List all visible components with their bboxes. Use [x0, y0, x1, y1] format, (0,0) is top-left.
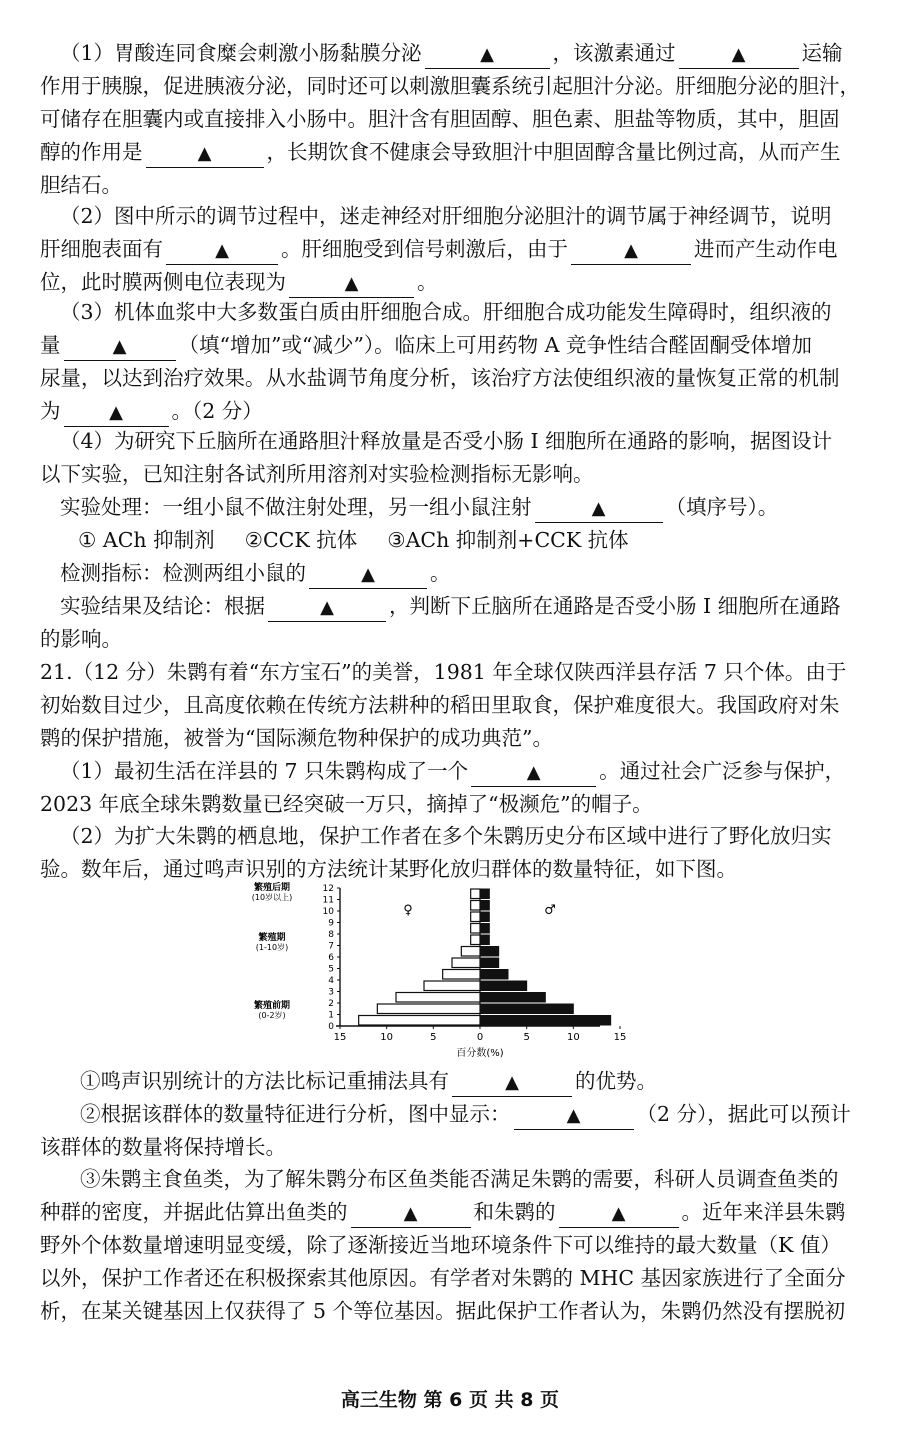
bar-female — [471, 924, 480, 934]
text: ，长期饮食不健康会导致胆汁中胆固醇含量比例过高，从而产生 — [266, 140, 841, 164]
bar-male — [480, 1004, 573, 1014]
text: 。 — [430, 561, 451, 585]
q21-p2-line1: （2）为扩大朱鹮的栖息地，保护工作者在多个朱鹮历史分布区域中进行了野化放归实 — [60, 824, 832, 848]
y-tick-label: 5 — [328, 964, 334, 975]
q20-p2-line1: （2）图中所示的调节过程中，迷走神经对肝细胞分泌胆汁的调节属于神经调节，说明 — [60, 204, 832, 228]
answer-blank[interactable]: ▲ — [146, 139, 264, 168]
text: 为 — [40, 399, 61, 423]
q20-p4-line5 — [60, 557, 870, 590]
bar-female — [396, 993, 480, 1003]
text: 。通过社会广泛参与保护， — [599, 759, 846, 783]
bar-female — [471, 901, 480, 911]
stage-label: 繁殖后期 — [253, 883, 291, 893]
bar-female — [452, 958, 480, 968]
bar-female — [471, 889, 480, 899]
answer-blank[interactable]: ▲ — [351, 1199, 471, 1228]
q20-p4-line7: 的影响。 — [40, 627, 122, 651]
text: ①鸣声识别统计的方法比标记重捕法具有 — [80, 1069, 449, 1093]
stage-label: 繁殖前期 — [253, 1001, 291, 1011]
y-tick-label: 8 — [328, 930, 334, 940]
y-tick-label: 7 — [328, 941, 334, 952]
y-tick-label: 2 — [328, 999, 334, 1009]
q21-s3-line1: ③朱鹮主食鱼类，为了解朱鹮分布区鱼类能否满足朱鹮的需要，科研人员调查鱼类的 — [80, 1167, 839, 1191]
q20-p3-line4 — [40, 395, 870, 428]
bar-male — [480, 935, 489, 945]
q20-p4-line1: （4）为研究下丘脑所在通路胆汁释放量是否受小肠 I 细胞所在通路的影响，据图设计 — [60, 429, 833, 453]
stage-range: (0-2岁) — [258, 1011, 286, 1020]
stage-range: (10岁以上) — [251, 893, 293, 902]
answer-blank[interactable]: ▲ — [679, 40, 799, 69]
text: 的优势。 — [575, 1069, 657, 1093]
q20-p4-line2: 以下实验，已知注射各试剂所用溶剂对实验检测指标无影响。 — [40, 462, 594, 486]
text: 进而产生动作电 — [694, 237, 838, 261]
q20-p4-line6 — [60, 590, 870, 623]
q20-p1-line4 — [40, 136, 870, 169]
text: 醇的作用是 — [40, 140, 143, 164]
q21-p2-line2: 验。数年后，通过鸣声识别的方法统计某野化放归群体的数量特征，如下图。 — [40, 857, 737, 881]
bar-male — [480, 958, 499, 968]
stage-label: 繁殖期 — [258, 933, 286, 943]
q20-p2-line3 — [40, 266, 870, 299]
bar-male — [480, 947, 499, 957]
page-footer: 高三生物 第 6 页 共 8 页 — [340, 1389, 560, 1411]
bar-female — [359, 1016, 480, 1026]
text: ②根据该群体的数量特征进行分析，图中显示： — [80, 1102, 511, 1126]
answer-blank[interactable]: ▲ — [535, 494, 663, 523]
option-2: ②CCK 抗体 — [244, 528, 358, 552]
answer-blank[interactable]: ▲ — [64, 398, 169, 427]
text: 实验结果及结论：根据 — [60, 594, 265, 618]
bar-male — [480, 889, 489, 899]
x-tick-label: 10 — [380, 1032, 394, 1043]
q21-line1: 21.（12 分）朱鹮有着“东方宝石”的美誉，1981 年全球仅陕西洋县存活 7 只个体。由于 — [40, 660, 847, 684]
bar-female — [377, 1004, 480, 1014]
y-tick-label: 10 — [322, 907, 334, 917]
q20-p1-line2: 作用于胰腺，促进胰液分泌，同时还可以刺激胆囊系统引起胆汁分泌。肝细胞分泌的胆汁， — [40, 74, 860, 98]
q20-p3-line1: （3）机体血浆中大多数蛋白质由肝细胞合成。肝细胞合成功能发生障碍时，组织液的 — [60, 300, 832, 324]
text: 。（2 分） — [171, 399, 263, 423]
q21-line2: 初始数目过少，且高度依赖在传统方法耕种的稻田里取食，保护难度很大。我国政府对朱 — [40, 693, 840, 717]
bar-male — [480, 993, 545, 1003]
bar-male — [480, 924, 489, 934]
q20-p3-line2 — [40, 329, 870, 362]
q21-s3-line5: 析，在某关键基因上仅获得了 5 个等位基因。据此保护工作者认为，朱鹮仍然没有摆脱初 — [40, 1299, 846, 1323]
x-tick-label: 5 — [523, 1032, 530, 1043]
text: 。近年来洋县朱鹮 — [681, 1200, 846, 1224]
q20-p1-line3: 可储存在胆囊内或直接排入小肠中。胆汁含有胆固醇、胆色素、胆盐等物质，其中，胆固 — [40, 107, 840, 131]
answer-blank[interactable]: ▲ — [166, 236, 278, 265]
text: （1）胃酸连同食糜会刺激小肠黏膜分泌 — [60, 41, 422, 65]
answer-blank[interactable]: ▲ — [559, 1199, 679, 1228]
y-tick-label: 4 — [328, 976, 334, 986]
population-pyramid-chart — [230, 880, 627, 1060]
q21-p1-line2: 2023 年底全球朱鹮数量已经突破一万只，摘掉了“极濒危”的帽子。 — [40, 792, 653, 816]
stage-range: (1-10岁) — [255, 943, 289, 952]
q20-p3-line3: 尿量，以达到治疗效果。从水盐调节角度分析，该治疗方法使组织液的量恢复正常的机制 — [40, 366, 840, 390]
text: （2 分），据此可以预计 — [636, 1102, 851, 1126]
answer-blank[interactable]: ▲ — [268, 593, 386, 622]
y-tick-label: 12 — [322, 884, 334, 894]
x-tick-label: 0 — [476, 1032, 484, 1043]
answer-blank[interactable]: ▲ — [571, 236, 691, 265]
bar-female — [471, 912, 480, 922]
text: 和朱鹮的 — [473, 1200, 556, 1224]
q20-p1-line5: 胆结石。 — [40, 173, 122, 197]
option-1: ① ACh 抑制剂 — [78, 528, 215, 552]
bar-female — [471, 935, 480, 945]
x-axis-label: 百分数(%) — [456, 1048, 504, 1059]
text: 。肝细胞受到信号刺激后，由于 — [281, 237, 568, 261]
y-tick-label: 0 — [328, 1022, 334, 1032]
bar-male — [480, 981, 527, 991]
q21-line3: 鹮的保护措施，被誉为“国际濒危物种保护的成功典范”。 — [40, 726, 553, 750]
option-3: ③ACh 抑制剂+CCK 抗体 — [387, 528, 629, 552]
bar-male — [480, 1016, 611, 1026]
bar-male — [480, 970, 508, 980]
male-legend: ♂ — [544, 903, 556, 918]
answer-blank[interactable]: ▲ — [425, 40, 550, 69]
text: 实验处理：一组小鼠不做注射处理，另一组小鼠注射 — [60, 495, 532, 519]
text: 肝细胞表面有 — [40, 237, 163, 261]
bar-female — [424, 981, 480, 991]
text: 运输 — [801, 41, 843, 65]
q20-p2-line2 — [40, 233, 870, 266]
female-legend: ♀ — [403, 903, 413, 918]
y-tick-label: 11 — [322, 895, 334, 906]
q21-s1 — [80, 1065, 870, 1098]
answer-blank[interactable]: ▲ — [309, 560, 427, 589]
q21-s3-line2 — [40, 1196, 870, 1229]
answer-blank[interactable]: ▲ — [514, 1101, 634, 1130]
bar-male — [480, 912, 489, 922]
q20-p4-options — [78, 524, 908, 557]
q21-s2 — [80, 1098, 870, 1131]
text: 种群的密度，并据此估算出鱼类的 — [40, 1200, 348, 1224]
text: （填“增加”或“减少”）。临床上可用药物 A 竞争性结合醛固酮受体增加 — [178, 333, 813, 357]
answer-blank[interactable]: ▲ — [471, 758, 596, 787]
answer-blank[interactable]: ▲ — [64, 332, 176, 361]
text: （填序号）。 — [665, 495, 779, 519]
q21-s2-line2: 该群体的数量将保持增长。 — [40, 1135, 286, 1159]
x-tick-label: 15 — [613, 1032, 627, 1043]
text: 量 — [40, 333, 61, 357]
answer-blank[interactable]: ▲ — [452, 1068, 572, 1097]
q20-p1-line1 — [60, 37, 870, 70]
text: ，该激素通过 — [552, 41, 676, 65]
y-tick-label: 6 — [328, 953, 334, 963]
y-tick-label: 3 — [328, 987, 334, 998]
q20-p4-line3 — [60, 491, 870, 524]
text: 位，此时膜两侧电位表现为 — [40, 270, 286, 294]
bar-male — [480, 901, 489, 911]
q21-p1-line1 — [60, 755, 870, 788]
x-tick-label: 15 — [333, 1032, 347, 1043]
bar-female — [461, 947, 480, 957]
text: ，判断下丘脑所在通路是否受小肠 I 细胞所在通路 — [389, 594, 841, 618]
x-tick-label: 5 — [430, 1032, 437, 1043]
q21-s3-line3: 野外个体数量增速明显变缓，除了逐渐接近当地环境条件下可以维持的最大数量（K 值） — [40, 1233, 841, 1257]
text: 。 — [417, 270, 438, 294]
answer-blank[interactable]: ▲ — [289, 269, 414, 298]
text: （1）最初生活在洋县的 7 只朱鹮构成了一个 — [60, 759, 469, 783]
bar-female — [443, 970, 480, 980]
y-tick-label: 9 — [328, 918, 334, 929]
x-tick-label: 10 — [566, 1032, 580, 1043]
y-tick-label: 1 — [328, 1010, 334, 1021]
text: 检测指标：检测两组小鼠的 — [60, 561, 306, 585]
q21-s3-line4: 以外，保护工作者还在积极探索其他原因。有学者对朱鹮的 MHC 基因家族进行了全面分 — [40, 1266, 846, 1290]
